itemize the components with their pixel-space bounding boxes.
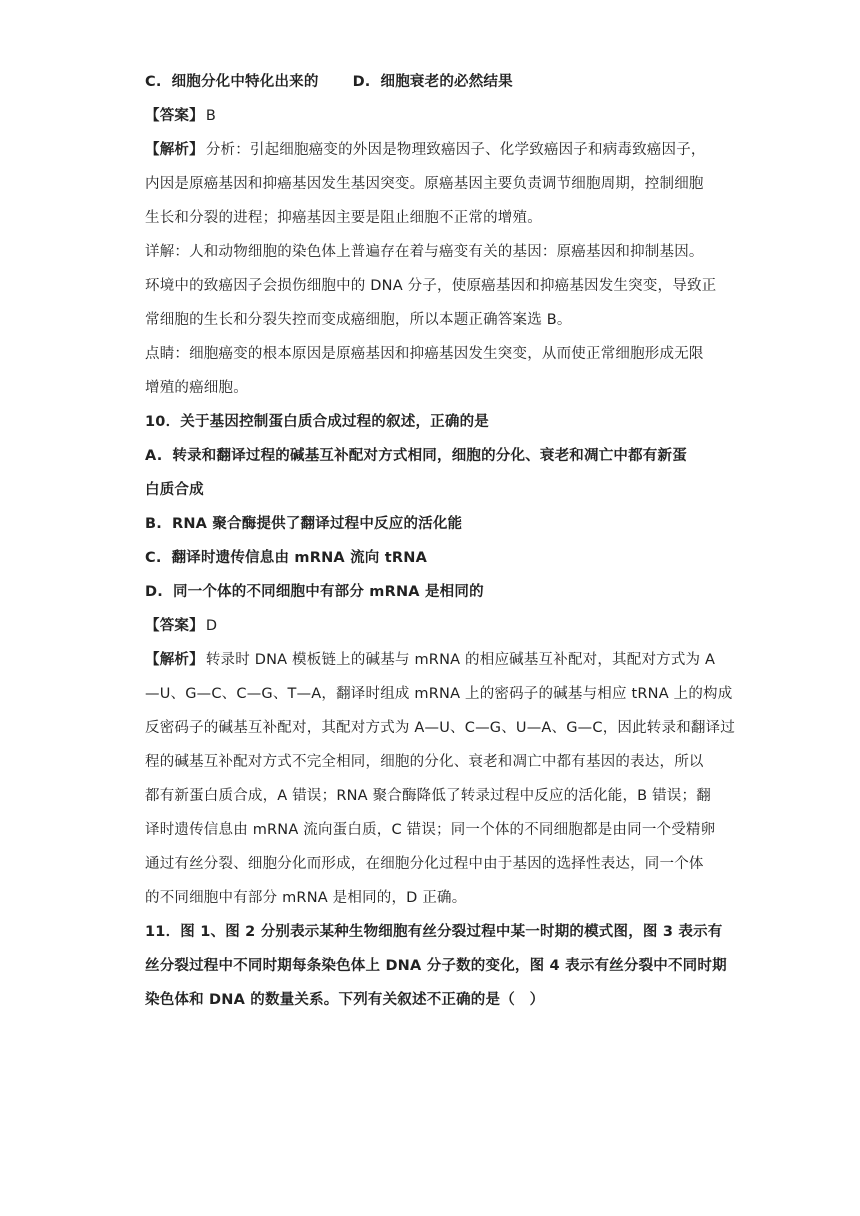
q10-analysis-text-1: 转录时 DNA 模板链上的碱基与 mRNA 的相应碱基互补配对，其配对方式为 A — [205, 652, 716, 668]
q9-option-d-text: 细胞衰老的必然结果 — [380, 74, 513, 90]
q10-option-d — [145, 582, 725, 602]
q9-analysis-line-2: 内因是原癌基因和抑癌基因发生基因突变。原癌基因主要负责调节细胞周期，控制细胞 — [145, 176, 704, 192]
q10-option-a — [145, 446, 725, 466]
q9-analysis-line-3: 生长和分裂的进程；抑癌基因主要是阻止细胞不正常的增殖。 — [145, 210, 542, 226]
q10-analysis-line-8: 的不同细胞中有部分 mRNA 是相同的，D 正确。 — [145, 890, 467, 906]
q10-answer — [145, 616, 725, 636]
q10-analysis-line-2: —U、G—C、C—G、T—A，翻译时组成 mRNA 上的密码子的碱基与相应 tRNA 上的构成 — [145, 686, 733, 702]
q10-option-c-label: C. — [145, 550, 162, 566]
q9-answer-label: 【答案】 — [145, 108, 204, 124]
q9-option-c-label: C. — [145, 74, 162, 90]
q10-option-d-text: 同一个体的不同细胞中有部分 mRNA 是相同的 — [172, 584, 484, 600]
q10-option-b-text: RNA 聚合酶提供了翻译过程中反应的活化能 — [171, 516, 463, 532]
q9-analysis-text-1: 分析：引起细胞癌变的外因是物理致癌因子、化学致癌因子和病毒致癌因子， — [205, 142, 706, 158]
q10-answer-label: 【答案】 — [145, 618, 204, 634]
q10-option-a-label: A. — [145, 448, 163, 464]
q10-option-c — [145, 548, 725, 568]
q10-analysis-label: 【解析】 — [145, 652, 204, 668]
q11-stem-line-2: 丝分裂过程中不同时期每条染色体上 DNA 分子数的变化，图 4 表示有丝分裂中不同时期 — [145, 958, 727, 974]
q9-option-d-label: D. — [352, 74, 371, 90]
q9-analysis-line-8: 增殖的癌细胞。 — [145, 380, 248, 396]
q10-answer-value: D — [205, 618, 218, 634]
q10-option-b — [145, 514, 725, 534]
q10-analysis-line-5: 都有新蛋白质合成，A 错误；RNA 聚合酶降低了转录过程中反应的活化能，B 错误；翻 — [145, 788, 711, 804]
q9-analysis-line-7: 点睛：细胞癌变的根本原因是原癌基因和抑癌基因发生突变，从而使正常细胞形成无限 — [145, 346, 704, 362]
q9-analysis-line-5: 环境中的致癌因子会损伤细胞中的 DNA 分子，使原癌基因和抑癌基因发生突变，导致正 — [145, 278, 717, 294]
q9-analysis-line-4: 详解：人和动物细胞的染色体上普遍存在着与癌变有关的基因：原癌基因和抑制基因。 — [145, 244, 704, 260]
q11-stem-line-1: 11．图 1、图 2 分别表示某种生物细胞有丝分裂过程中某一时期的模式图，图 3 表示有 — [145, 924, 723, 940]
q11-stem-line-3: 染色体和 DNA 的数量关系。下列有关叙述不正确的是（ ） — [145, 992, 545, 1008]
q9-analysis-line-6: 常细胞的生长和分裂失控而变成癌细胞，所以本题正确答案选 B。 — [145, 312, 572, 328]
q9-analysis-line-1 — [145, 140, 725, 160]
q10-analysis-line-7: 通过有丝分裂、细胞分化而形成，在细胞分化过程中由于基因的选择性表达，同一个体 — [145, 856, 704, 872]
q9-options-cd — [145, 72, 725, 92]
q9-answer-value: B — [205, 108, 216, 124]
q9-analysis-label: 【解析】 — [145, 142, 204, 158]
q10-option-a-text-1: 转录和翻译过程的碱基互补配对方式相同，细胞的分化、衰老和凋亡中都有新蛋 — [172, 448, 687, 464]
q10-analysis-line-1 — [145, 650, 725, 670]
q9-answer — [145, 106, 725, 126]
q10-analysis-line-6: 译时遗传信息由 mRNA 流向蛋白质，C 错误；同一个体的不同细胞都是由同一个受精卵 — [145, 822, 716, 838]
q10-option-d-label: D. — [145, 584, 163, 600]
q10-analysis-line-3: 反密码子的碱基互补配对，其配对方式为 A—U、C—G、U—A、G—C，因此转录和翻译过 — [145, 720, 735, 736]
q10-option-c-text: 翻译时遗传信息由 mRNA 流向 tRNA — [171, 550, 427, 566]
q10-option-b-label: B. — [145, 516, 162, 532]
q10-analysis-line-4: 程的碱基互补配对方式不完全相同，细胞的分化、衰老和凋亡中都有基因的表达，所以 — [145, 754, 704, 770]
q10-option-a-text-2: 白质合成 — [145, 482, 204, 498]
q10-stem: 10．关于基因控制蛋白质合成过程的叙述，正确的是 — [145, 414, 489, 430]
q9-option-c-text: 细胞分化中特化出来的 — [171, 74, 319, 90]
